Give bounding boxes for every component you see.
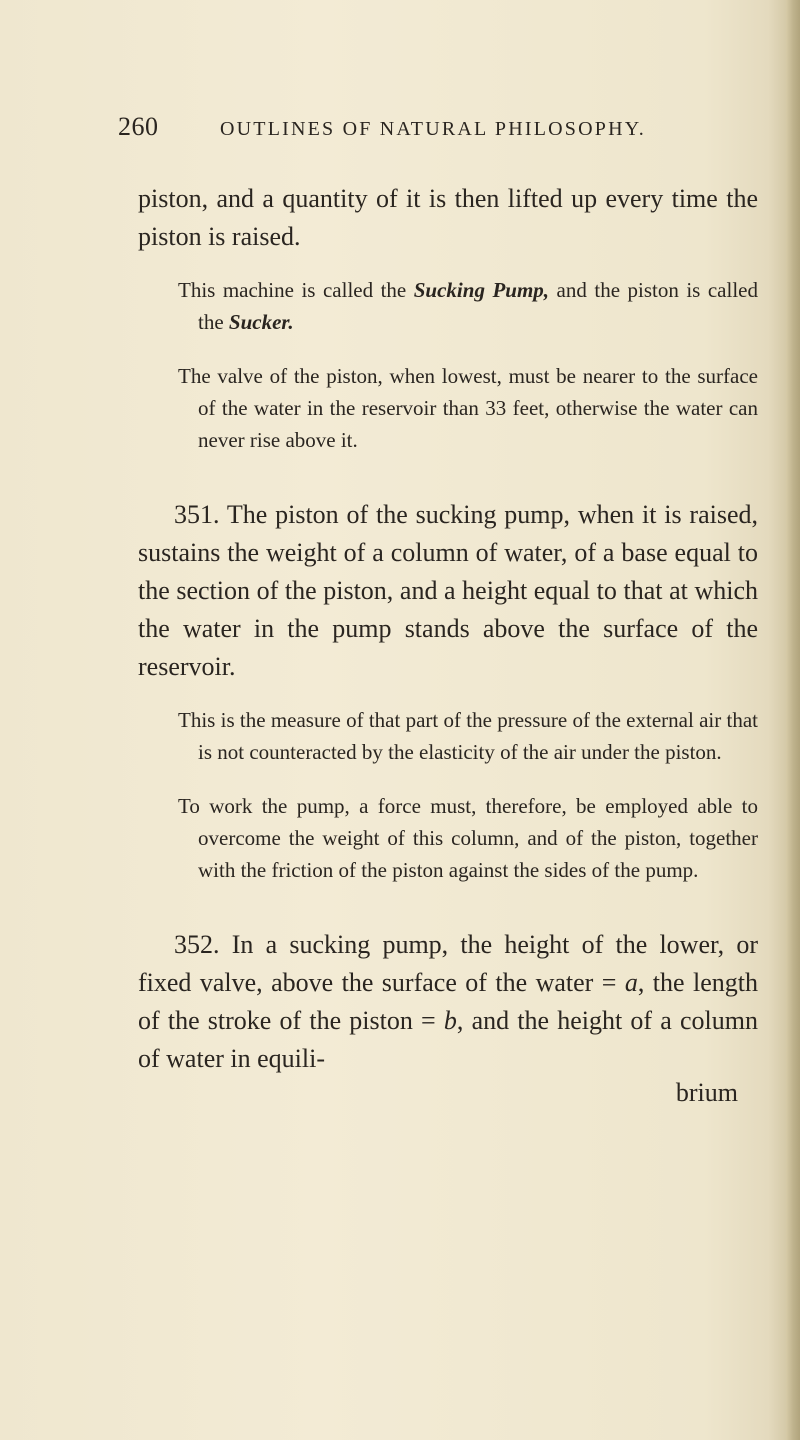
paragraph-352: [138, 926, 758, 1078]
paragraph-valve: The valve of the piston, when lowest, must be nearer to the surface of the water in the reservoir than 33 feet, otherwise the water can never rise above it.: [178, 364, 758, 452]
running-head: [118, 112, 758, 152]
text-fragment: 352. In a sucking pump, the height of the lower, or fixed valve, above the surface of the water =: [138, 930, 758, 997]
text-fragment: , and the height of a column of water in equili-: [138, 1006, 758, 1073]
term-sucker: Sucker.: [228, 310, 294, 334]
text-fragment: This machine is called the: [178, 278, 414, 302]
spacer: [138, 338, 758, 360]
spacer: [138, 768, 758, 790]
catchword-line: [138, 1078, 758, 1112]
text-fragment: , the length of the stroke of the piston =: [138, 968, 758, 1035]
spacer: [138, 256, 758, 274]
spacer: [138, 456, 758, 496]
term-sucking-pump: Sucking Pump,: [413, 278, 550, 302]
paragraph-continuation: piston, and a quantity of it is then lifted up every time the piston is raised.: [138, 184, 758, 251]
running-title: OUTLINES OF NATURAL PHILOSOPHY.: [220, 118, 647, 140]
paragraph-work-pump: To work the pump, a force must, therefore, be employed able to overcome the weight of this column, and of the piston, together with the friction of the piston against the sides of the pump.: [178, 794, 758, 882]
page-edge-shadow: [786, 0, 800, 1440]
variable-b: b: [443, 1006, 457, 1035]
catchword: brium: [675, 1078, 738, 1107]
paragraph-sucking-pump-name: [178, 274, 758, 338]
page-number: 260: [118, 112, 159, 141]
paragraph-pressure-measure: This is the measure of that part of the pressure of the external air that is not counteracted by the elasticity of the air under the piston.: [178, 708, 758, 764]
text-fragment: and the piston is called the: [198, 278, 758, 334]
body-text: [138, 180, 758, 1112]
spacer: [138, 686, 758, 704]
paragraph-351: 351. The piston of the sucking pump, when it is raised, sustains the weight of a column of water, of a base equal to the section of the piston, and a height equal to that at which the water in the pump stands above the surface of the reservoir.: [138, 500, 758, 681]
spacer: [138, 886, 758, 926]
variable-a: a: [624, 968, 638, 997]
